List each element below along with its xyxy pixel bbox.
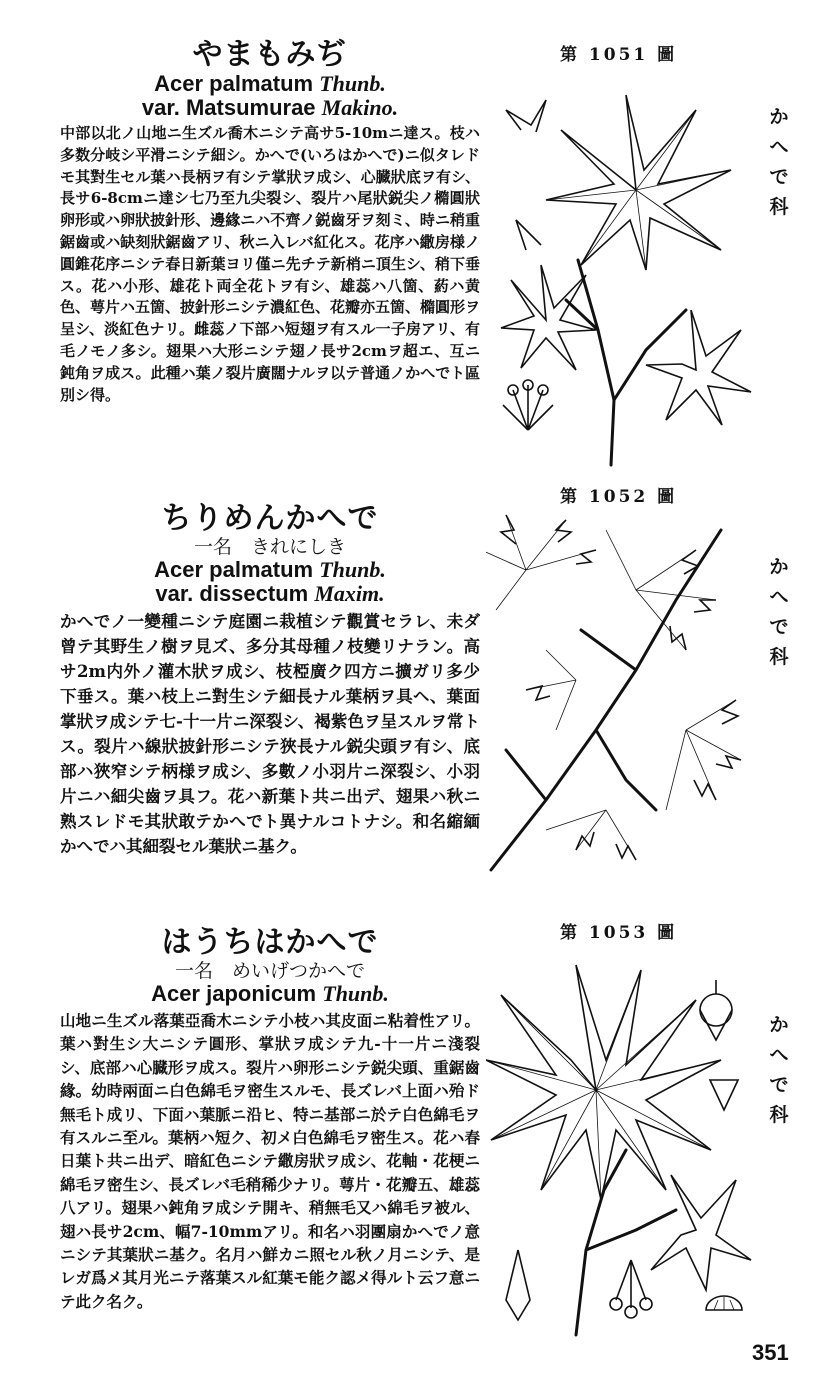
entry-description: 山地ニ生ズル落葉亞喬木ニシテ小枝ハ其皮面ニ粘着性アリ。葉ハ對生シ大ニシテ圓形、掌狀ヲ成シテ九-十一片ニ淺裂シ、底部ハ心臓形ヲ成ス。裂片ハ卵形ニシテ鋭尖頭、重鋸齒緣。幼時兩面ニ白色綿毛ヲ密生スルモ、長ズレバ上面ハ殆ド無毛ト成リ、下面ハ葉脈ニ沿ヒ、特ニ基部ニ於テ白色綿毛ヲ有スルニ至ル。葉柄ハ短ク、初メ白色綿毛ヲ密生ス。花ハ春日葉ト共ニ出デ、暗紅色ニシテ繖房狀ヲ成シ、花軸・花梗ニ綿毛ヲ密生シ、長ズレバ毛稍稀少ナリ。萼片・花瓣五、雄蕊八アリ。翅果ハ鈍角ヲ成シテ開キ、稍無毛又ハ綿毛ヲ被ル、翅ハ長サ2cm、幅7-10mmアリ。和名ハ羽團扇かへでノ意ニシテ其葉狀ニ基ク。名月ハ鮮カニ照セル秋ノ月ニシテ、是レガ爲メ其月光ニテ落葉スル紅葉モ能ク認メ得ルト云フ意ニテ此ク名ク。 [60,1011,480,1311]
scientific-variety [60,96,480,120]
entry-description: かへでノ一變種ニシテ庭園ニ栽植シテ觀賞セラレ、未ダ曾テ其野生ノ樹ヲ見ズ、多分其母種ノ枝變リナラン。高サ2m内外ノ灌木狀ヲ成シ、枝椏廣ク四方ニ擴ガリ多少下垂ス。葉ハ枝上ニ對生シテ細長ナル葉柄ヲ具ヘ、葉面掌狀ヲ成シテ七-十一片ニ深裂シ、褐紫色ヲ呈スルヲ常トス。裂片ハ線狀披針形ニシテ狹長ナル鋭尖頭ヲ有シ、底部ハ狹窄シテ柄様ヲ成シ、多數ノ小羽片ニ深裂シ、小羽片ニハ細尖齒ヲ具フ。花ハ新葉ト共ニ出デ、翅果ハ秋ニ熟スレドモ其狀敢テかへでト異ナルコトナシ。和名縮緬かへでハ其細裂セル葉狀ニ基ク。 [60,612,480,856]
entry-title: はうちはかへで [161,925,379,960]
sci-author: Thunb. [319,71,386,96]
scientific-name [60,982,480,1006]
sci-variety: var. Matsumurae [141,95,316,120]
sci-variety-author: Maxim. [314,581,385,606]
figure-label: 第 1053 圖 [560,923,678,943]
entry-hauchiwakaede [60,926,480,1313]
alternative-name: 一名 きれにしき [193,536,346,558]
sci-genus: Acer palmatum [154,71,314,96]
alternative-name: 一名 めいげつかへで [174,960,365,982]
sci-genus: Acer palmatum [154,557,314,582]
sci-author: Thunb. [322,981,389,1006]
figure-label: 第 1052 圖 [560,487,678,507]
entry-title: ちりめんかへで [161,501,379,536]
illustration-hauchiwakaede [486,950,756,1340]
family-label: かへで科 [769,106,789,218]
sci-variety-author: Makino. [321,95,399,120]
family-label: かへで科 [769,556,789,668]
page-number: 351 [752,1340,789,1365]
family-label: かへで科 [769,1014,789,1126]
illustration-chirimenkaede [486,510,756,890]
scientific-variety [60,582,480,606]
sci-author: Thunb. [319,557,386,582]
scientific-name [60,72,480,96]
entry-yamamomiji [60,38,480,406]
figure-label: 第 1051 圖 [560,45,678,65]
entry-title: やまもみぢ [192,37,348,72]
sci-genus: Acer japonicum [151,981,317,1006]
sci-variety: var. dissectum [155,581,309,606]
entry-chirimenkaede [60,502,480,859]
entry-description: 中部以北ノ山地ニ生ズル喬木ニシテ高サ5-10mニ達ス。枝ハ多数分岐シ平滑ニシテ細シ。かへで(いろはかへで)ニ似タレドモ其對生セル葉ハ長柄ヲ有シテ掌狀ヲ成シ、心臓狀底ヲ有シ、長サ6-8cmニ達シ七乃至九尖裂シ、裂片ハ尾狀鋭尖ノ橢圓狀卵形或ハ卵狀披針形、邊緣ニハ不齊ノ鋭齒牙ヲ刻ミ、時ニ稍重鋸齒或ハ缺刻狀鋸齒アリ、秋ニ入レバ紅化ス。花序ハ繖房様ノ圓錐花序ニシテ春日新葉ヨリ僅ニ先チテ新梢ニ頂生シ、稍下垂ス。花ハ小形、雄花ト両全花トヲ有シ、雄蕊ハ八箇、葯ハ黄色、萼片ハ五箇、披針形ニシテ濃紅色、花瓣亦五箇、橢圓形ヲ呈シ、淡紅色ナリ。雌蕊ノ下部ハ短翅ヲ有スル一子房アリ、有毛ノモノ多シ。翅果ハ大形ニシテ翅ノ長サ2cmヲ超エ、互ニ鈍角ヲ成ス。此種ハ葉ノ裂片廣闊ナルヲ以テ普通ノかへでト區別シ得。 [60,124,481,404]
scientific-name [60,558,480,582]
illustration-yamamomiji [486,70,756,470]
